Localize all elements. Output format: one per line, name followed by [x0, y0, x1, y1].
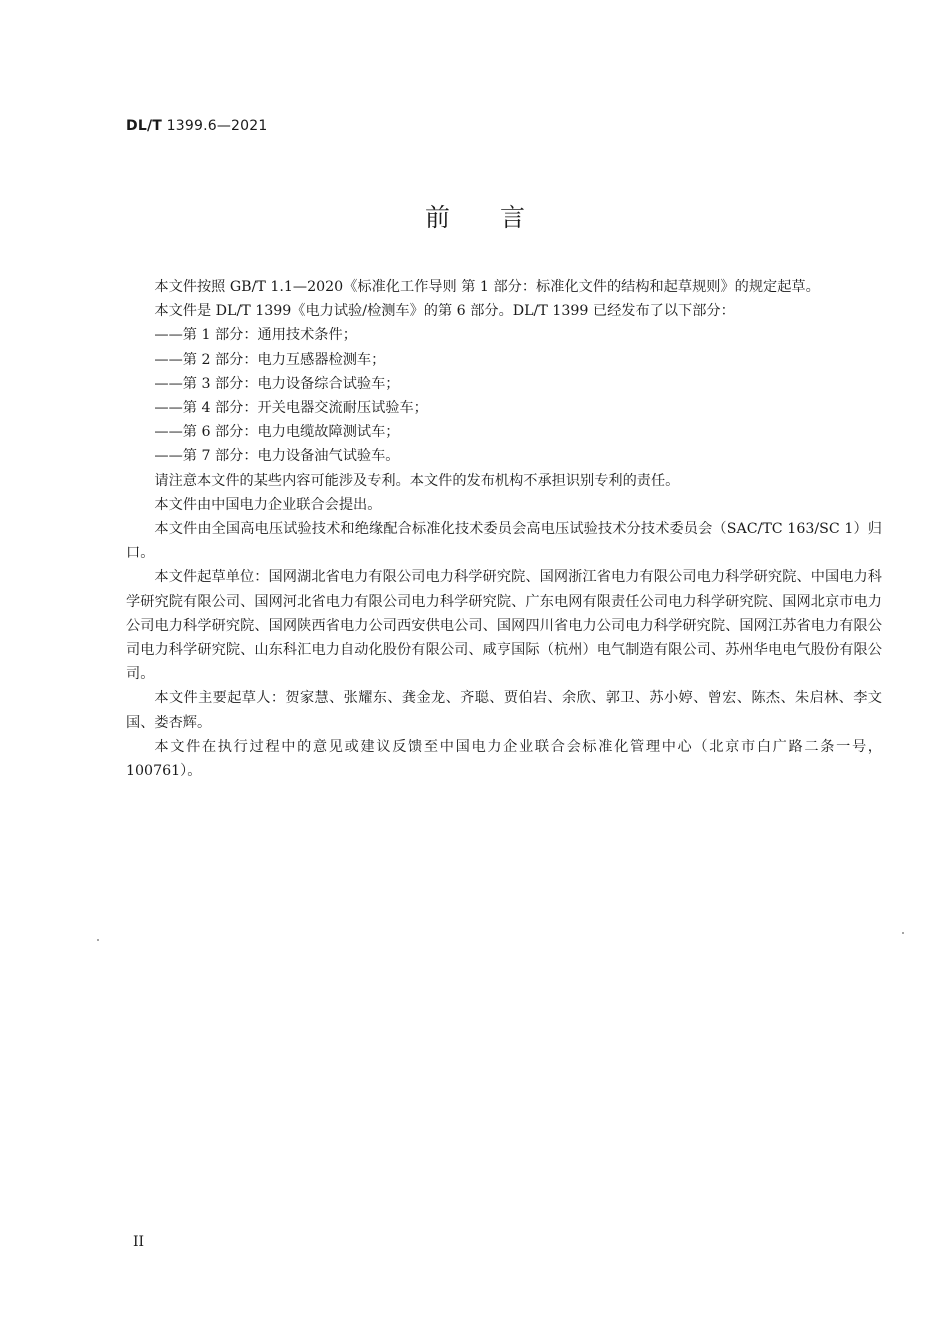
list-item: ——第 4 部分：开关电器交流耐压试验车；	[154, 400, 428, 417]
paragraph-drafting-basis: 本文件按照 GB/T 1.1—2020《标准化工作导则 第 1 部分：标准化文件的结构和起草规则》的规定起草。	[154, 279, 820, 295]
paragraph-proposer: 本文件由中国电力企业联合会提出。	[154, 496, 382, 513]
paragraph-drafters: 本文件主要起草人：贺家慧、张耀东、龚金龙、齐聪、贾伯岩、余欣、郭卫、苏小婷、曾宏、陈杰、朱启林、李文国、娄杏辉。	[126, 690, 882, 731]
scan-speck	[97, 939, 99, 941]
list-item: ——第 7 部分：电力设备油气试验车。	[154, 448, 400, 465]
paragraph-patent-notice: 请注意本文件的某些内容可能涉及专利。本文件的发布机构不承担识别专利的责任。	[154, 472, 680, 489]
list-item: ——第 1 部分：通用技术条件；	[154, 327, 357, 344]
page-title: 前言	[424, 203, 575, 232]
paragraph-drafting-units: 本文件起草单位：国网湖北省电力有限公司电力科学研究院、国网浙江省电力有限公司电力科学研究院、中国电力科学研究院有限公司、国网河北省电力有限公司电力科学研究院、广东电网有限责任公司电力科学研究院、国网北京市电力公司电力科学研究院、国网陕西省电力公司西安供电公司、国网四川省电力公司电力科学研究院、国网江苏省电力有限公司电力科学研究院、山东科汇电力自动化股份有限公司、咸亨国际（杭州）电气制造有限公司、苏州华电电气股份有限公司。	[126, 569, 882, 683]
standard-code	[126, 118, 267, 134]
scan-speck	[902, 932, 904, 934]
standard-code-prefix: DL/T	[126, 118, 163, 134]
list-item: ——第 2 部分：电力互感器检测车；	[154, 351, 386, 368]
list-item: ——第 6 部分：电力电缆故障测试车；	[154, 424, 400, 441]
standard-code-number: 1399.6—2021	[162, 118, 268, 134]
paragraph-technical-committee: 本文件由全国高电压试验技术和绝缘配合标准化技术委员会高电压试验技术分技术委员会（SAC/TC 163/SC 1）归口。	[126, 521, 882, 562]
page-number: II	[133, 1234, 145, 1250]
list-item: ——第 3 部分：电力设备综合试验车；	[154, 375, 400, 392]
paragraph-part-intro: 本文件是 DL/T 1399《电力试验/检测车》的第 6 部分。DL/T 1399 已经发布了以下部分：	[154, 303, 735, 320]
foreword-body	[126, 275, 882, 783]
paragraph-feedback: 本文件在执行过程中的意见或建议反馈至中国电力企业联合会标准化管理中心（北京市白广路二条一号，100761）。	[126, 738, 882, 780]
